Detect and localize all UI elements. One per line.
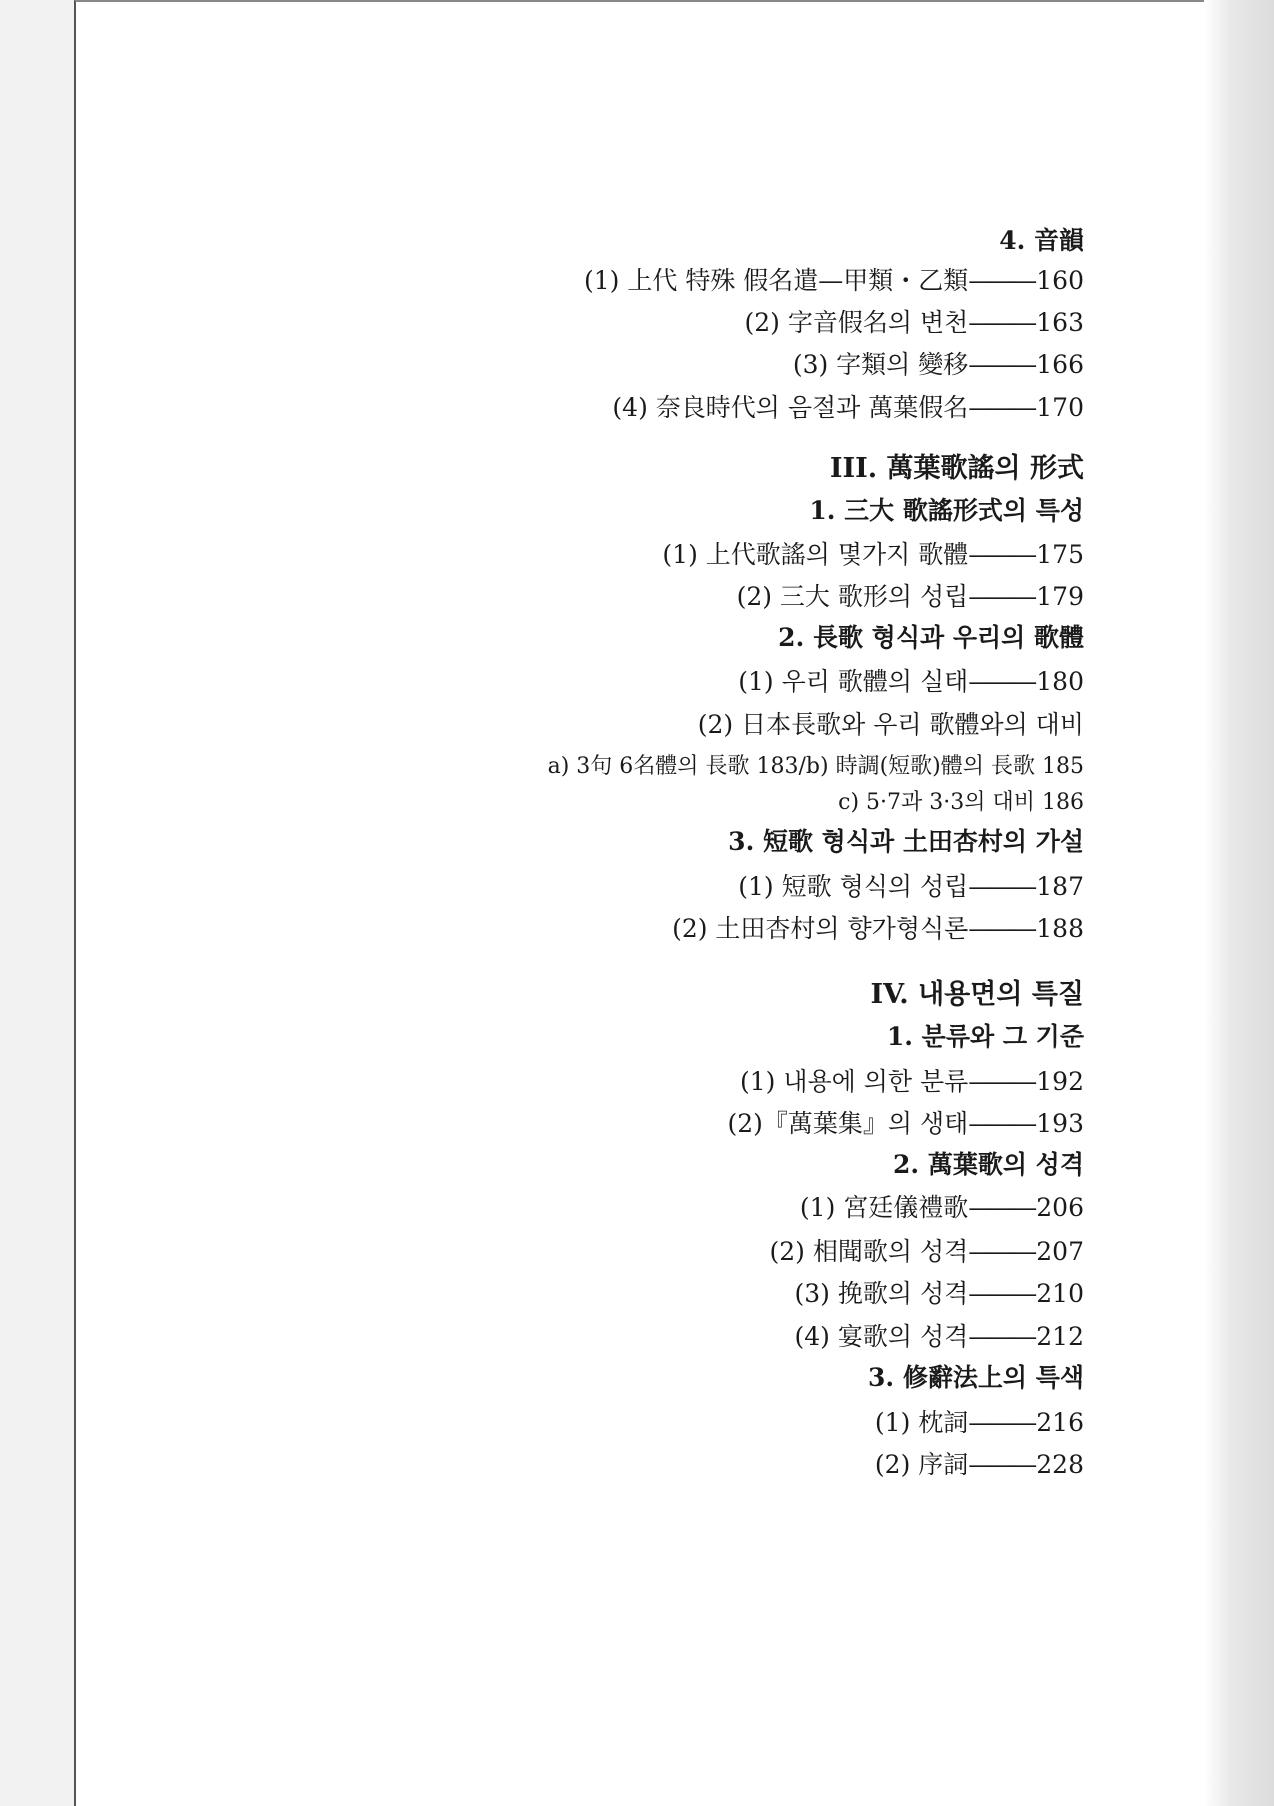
toc-entry: (3) 字類의 變移———166 bbox=[792, 350, 1084, 379]
toc-entry: (4) 宴歌의 성격———212 bbox=[794, 1322, 1084, 1351]
toc-entry: (2)『萬葉集』의 생태———193 bbox=[727, 1109, 1084, 1138]
toc-entry: (2) 序詞———228 bbox=[874, 1450, 1084, 1479]
toc-entry: (2) 土田杏村의 향가형식론———188 bbox=[672, 914, 1084, 943]
toc-entry: (1) 宮廷儀禮歌———206 bbox=[799, 1193, 1084, 1222]
toc-entry: (1) 短歌 형식의 성립———187 bbox=[738, 872, 1084, 901]
toc-entry: (2) 字音假名의 변천———163 bbox=[744, 308, 1084, 337]
toc-entry: (1) 上代歌謠의 몇가지 歌體———175 bbox=[662, 540, 1084, 569]
toc-chapter-heading: IV. 내용면의 특질 bbox=[870, 979, 1084, 1010]
toc-entry: (3) 挽歌의 성격———210 bbox=[794, 1279, 1084, 1308]
toc-entry: (1) 우리 歌體의 실태———180 bbox=[738, 667, 1084, 696]
toc-section-heading: 1. 분류와 그 기준 bbox=[886, 1022, 1084, 1051]
toc-subentry: a) 3句 6名體의 長歌 183/b) 時調(短歌)體의 長歌 185 bbox=[547, 754, 1084, 779]
toc-chapter-heading: III. 萬葉歌謠의 形式 bbox=[829, 453, 1084, 484]
toc-section-heading: 4. 音韻 bbox=[999, 226, 1084, 255]
toc-section-heading: 2. 萬葉歌의 성격 bbox=[893, 1150, 1084, 1179]
toc-section-heading: 3. 修辭法上의 특색 bbox=[868, 1363, 1084, 1392]
toc-entry: (4) 奈良時代의 음절과 萬葉假名———170 bbox=[612, 393, 1084, 422]
toc-entry: (1) 내용에 의한 분류———192 bbox=[739, 1067, 1084, 1096]
toc-entry: (2) 日本長歌와 우리 歌體와의 대비 bbox=[697, 710, 1084, 739]
toc-subentry: c) 5·7과 3·3의 대비 186 bbox=[838, 790, 1084, 815]
toc-entry: (1) 上代 特殊 假名遣—甲類・乙類———160 bbox=[584, 266, 1084, 295]
toc-entry: (1) 枕詞———216 bbox=[874, 1408, 1084, 1437]
toc-entry: (2) 三大 歌形의 성립———179 bbox=[736, 582, 1084, 611]
toc-entry: (2) 相聞歌의 성격———207 bbox=[769, 1237, 1084, 1266]
toc-section-heading: 3. 短歌 형식과 土田杏村의 가설 bbox=[728, 827, 1084, 856]
toc-section-heading: 2. 長歌 형식과 우리의 歌體 bbox=[778, 623, 1084, 652]
toc-section-heading: 1. 三大 歌謠形式의 특성 bbox=[809, 496, 1084, 525]
